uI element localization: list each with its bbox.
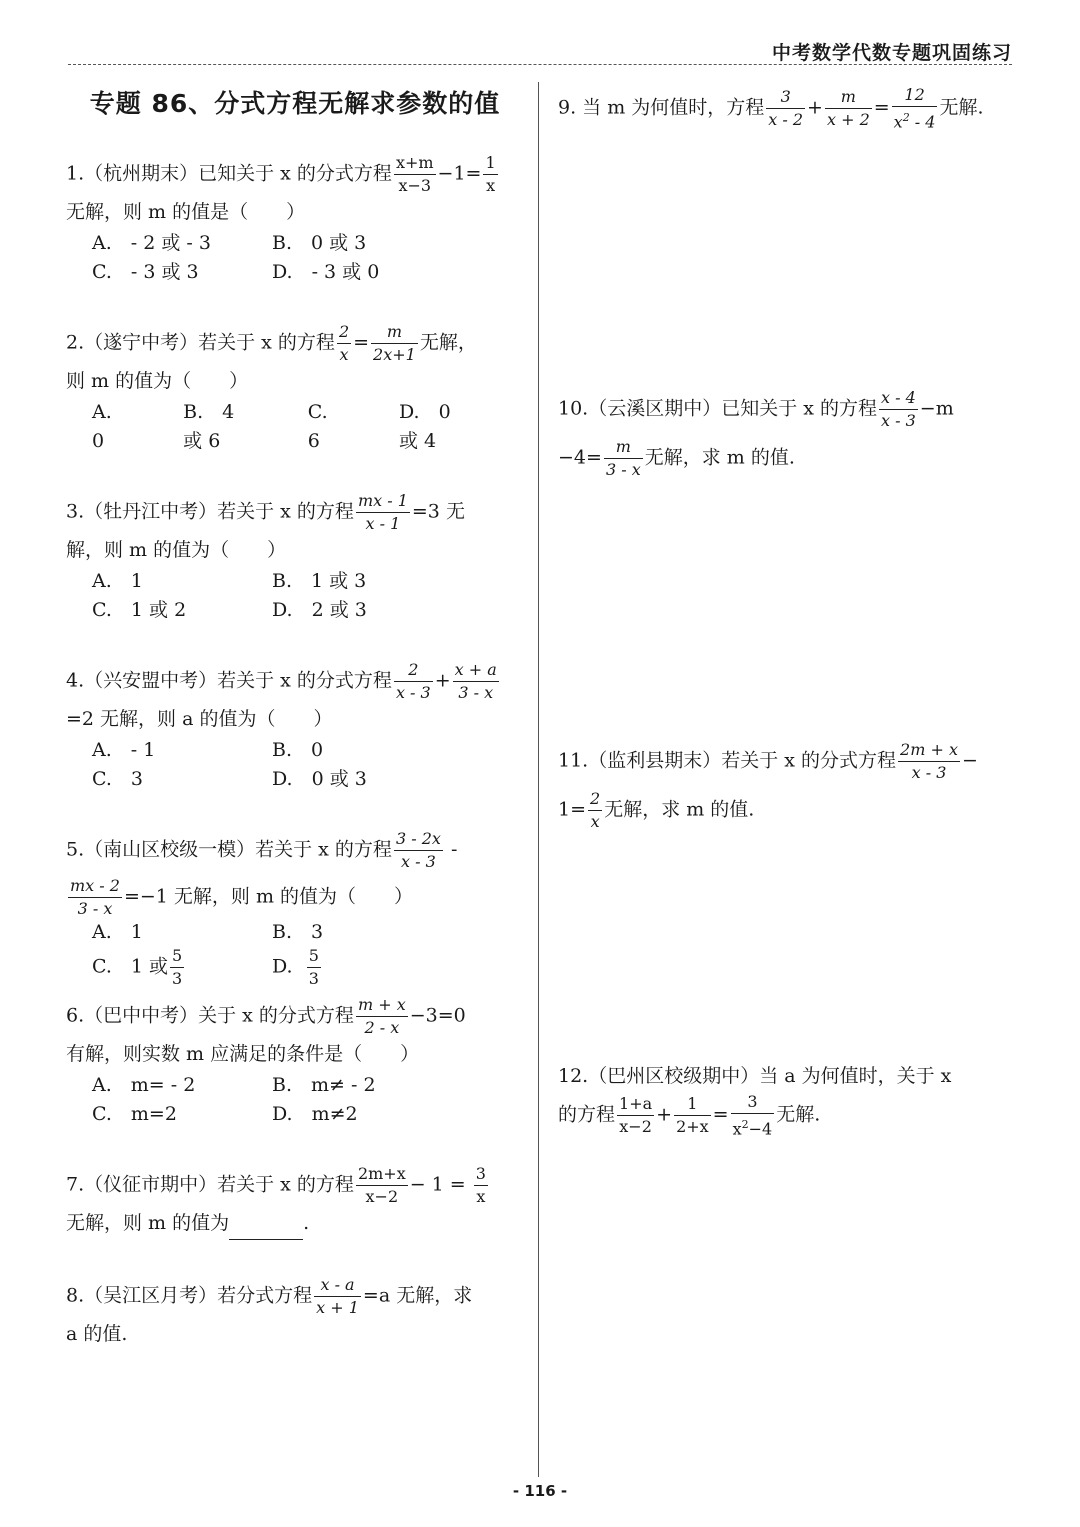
fraction: $\frac{5}{3}$	[172, 946, 183, 988]
question-3: 3.（牡丹江中考）若关于 x 的方程 $\frac{mx - 1}{x - 1}$ =3 无 解，则 m 的值为（ ）	[66, 491, 465, 561]
fraction: $\frac{2m+x}{x-2}$	[357, 1164, 406, 1206]
page-title: 专题 86、分式方程无解求参数的值	[89, 89, 501, 118]
question-7: 7.（仪征市期中）若关于 x 的方程 $\frac{2m+x}{x-2}$ − 1 = $\frac{3}{x}$ 无解，则 m 的值为 .	[66, 1165, 524, 1240]
options-1: A. - 2 或 - 3 B. 0 或 3 C. - 3 或 3 D. - 3 或 0	[92, 232, 380, 283]
fraction: $\frac{3}{x - 2}$	[768, 87, 804, 130]
question-1: 1.（杭州期末）已知关于 x 的分式方程 $\frac{x+m}{x-3}$ −1= $\frac{1}{x}$ 无解，则 m 的值是（ ）	[66, 153, 496, 223]
fraction: $\frac{m}{3 - x}$	[605, 437, 641, 480]
question-11: 11.（监利县期末）若关于 x 的分式方程 $\frac{2m + x}{x - 3}$ − 1= $\frac{2}{x}$ 无解，求 m 的值.	[558, 740, 978, 832]
fraction: $\frac{2}{x - 3}$	[395, 660, 431, 702]
fraction: $\frac{2m + x}{x - 3}$	[900, 740, 958, 783]
question-5: 5.（南山区校级一模）若关于 x 的方程 $\frac{3 - 2x}{x - 3}$ - $\frac{mx - 2}{3 - x}$ =−1 无解，则 m 的值为（ ）	[66, 829, 458, 918]
fraction: $\frac{2}{x}$	[338, 322, 350, 364]
right-column	[558, 82, 1018, 1139]
question-6: 6.（巴中中考）关于 x 的分式方程 $\frac{m + x}{2 - x}$ −3=0 有解，则实数 m 应满足的条件是（ ）	[66, 995, 466, 1065]
fraction: $\frac{x - a}{x + 1}$	[316, 1275, 359, 1317]
question-10: 10.（云溪区期中）已知关于 x 的方程 $\frac{x - 4}{x - 3}$ −m −4= $\frac{m}{3 - x}$ 无解，求 m 的值.	[558, 388, 954, 480]
question-4: 4.（兴安盟中考）若关于 x 的分式方程 $\frac{2}{x - 3}$ + $\frac{x + a}{3 - x}$ =2 无解，则 a 的值为（ ）	[66, 660, 497, 730]
column-divider	[538, 82, 539, 1477]
fraction: $\frac{mx - 2}{3 - x}$	[70, 876, 120, 918]
question-2: 2.（遂宁中考）若关于 x 的方程 $\frac{2}{x}$ = $\frac{m}{2x+1}$ 无解， 则 m 的值为（ ）	[66, 322, 477, 392]
fraction: $\frac{1}{2+x}$	[676, 1094, 709, 1137]
page-header	[68, 36, 1012, 65]
options-5: A. 1 B. 3 C. 1 或 $\frac{5}{3}$ D. $\frac{5}{3}$	[92, 921, 324, 988]
options-6: A. m= - 2 B. m≠ - 2 C. m=2 D. m≠2	[92, 1074, 376, 1125]
fraction: $\frac{x+m}{x-3}$	[395, 153, 434, 195]
fraction: $\frac{x + a}{3 - x}$	[454, 660, 497, 702]
fraction: $\frac{1+a}{x-2}$	[619, 1094, 653, 1137]
fraction: $\frac{5}{3}$	[308, 946, 319, 988]
fraction: $\frac{m}{x + 2}$	[826, 87, 870, 130]
options-2: A. 0 B. 4 或 6 C. 6 D. 0 或 4	[92, 401, 451, 452]
fraction: $\frac{3}{x^2-4}$	[732, 1092, 773, 1139]
question-8: 8.（吴江区月考）若分式方程 $\frac{x - a}{x + 1}$ =a 无解，求 a 的值.	[66, 1275, 473, 1345]
fraction: $\frac{m}{2x+1}$	[373, 322, 416, 364]
fraction: $\frac{1}{x}$	[485, 153, 496, 195]
page-number: - 116 -	[512, 1482, 568, 1500]
question-12: 12.（巴州区校级期中）当 a 为何值时，关于 x 的方程 $\frac{1+a}{x-2}$ + $\frac{1}{2+x}$ = $\frac{3}{x^2-4}$ 无解.	[558, 1065, 952, 1139]
header-title: 中考数学代数专题巩固练习	[771, 42, 1012, 64]
fraction: $\frac{3}{x}$	[475, 1164, 486, 1206]
fraction: $\frac{x - 4}{x - 3}$	[881, 388, 916, 431]
fraction: $\frac{12}{x^2 - 4}$	[893, 85, 936, 132]
options-3: A. 1 B. 1 或 3 C. 1 或 2 D. 2 或 3	[92, 570, 367, 621]
left-column	[66, 82, 524, 1351]
fraction: $\frac{2}{x}$	[590, 789, 601, 832]
fraction: $\frac{3 - 2x}{x - 3}$	[395, 829, 441, 871]
fraction: $\frac{m + x}{2 - x}$	[357, 995, 406, 1037]
answer-blank[interactable]	[229, 1219, 303, 1240]
question-9: 9. 当 m 为何值时，方程 $\frac{3}{x - 2}$ + $\frac{m}{x + 2}$ = $\frac{12}{x^2 - 4}$ 无解.	[558, 85, 984, 132]
fraction: $\frac{mx - 1}{x - 1}$	[357, 491, 408, 533]
options-4: A. - 1 B. 0 C. 3 D. 0 或 3	[92, 739, 367, 790]
